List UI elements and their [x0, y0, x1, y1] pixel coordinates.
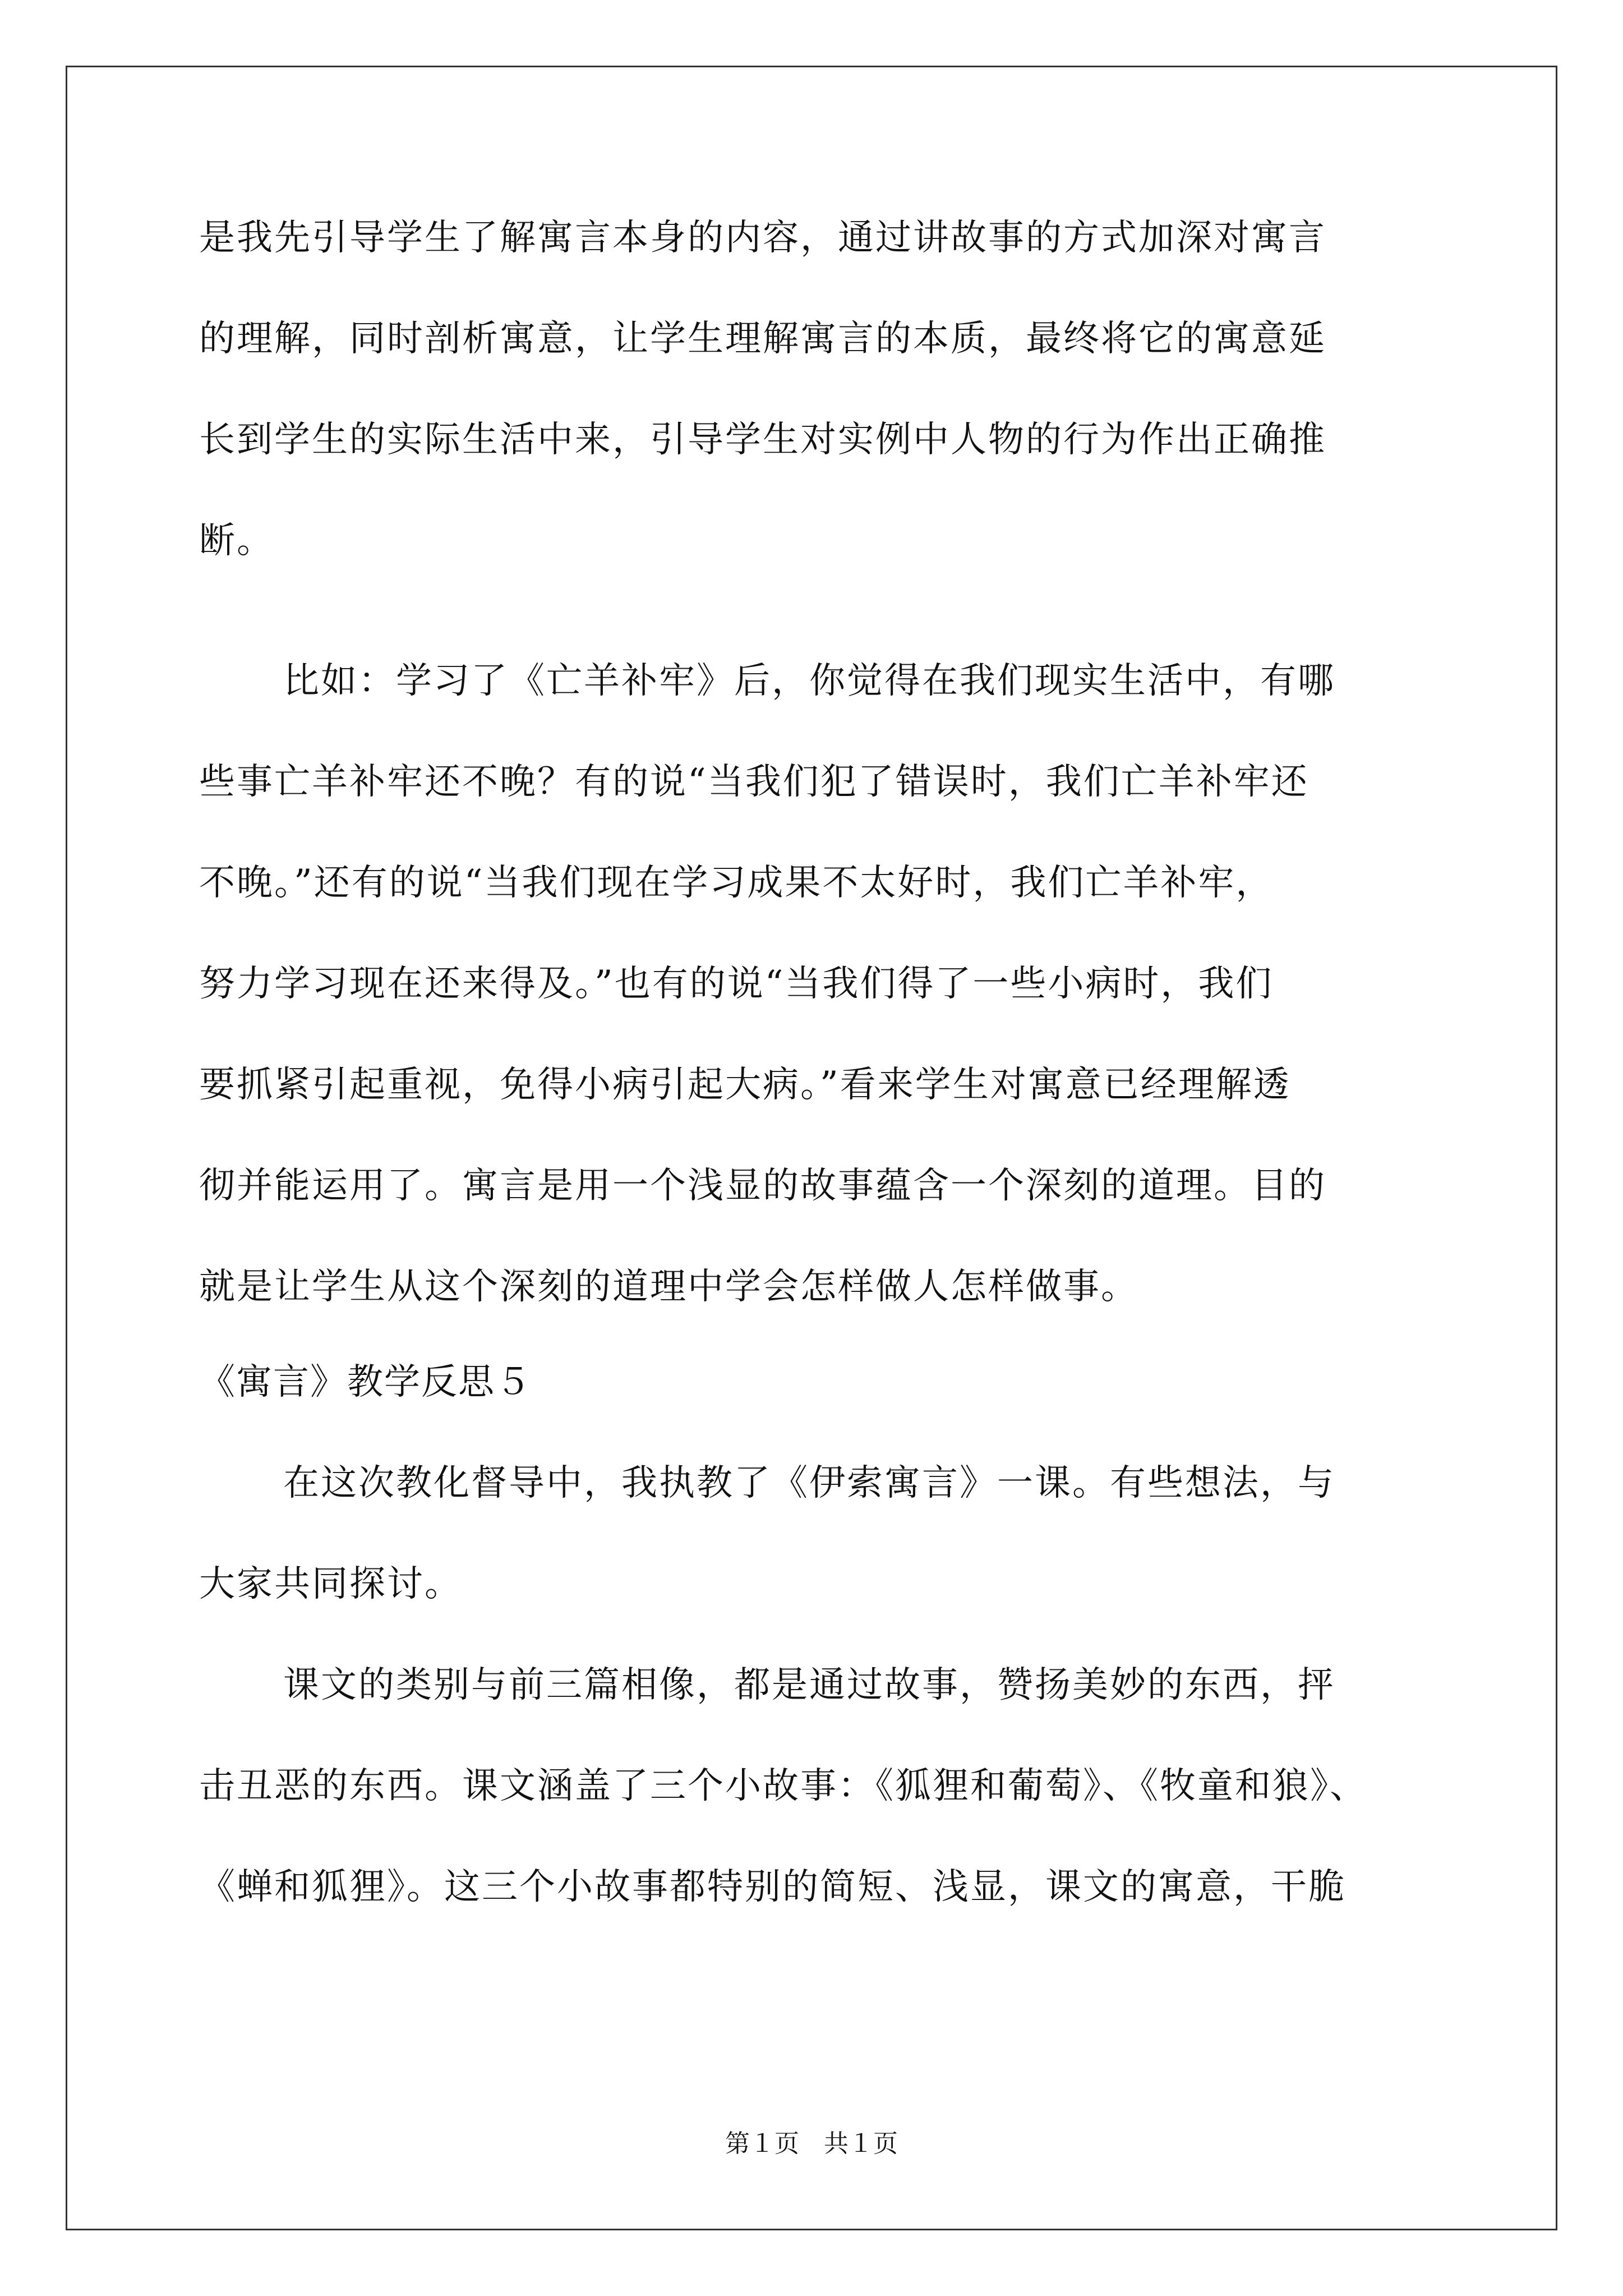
section-heading: 《寓言》教学反思５	[199, 1361, 532, 1403]
body-line-7: 不晚。”还有的说“当我们现在学习成果不太好时，我们亡羊补牢，	[199, 862, 1274, 904]
body-line-6: 些事亡羊补牢还不晚？有的说“当我们犯了错误时，我们亡羊补牢还	[199, 761, 1309, 803]
body-line-14: 课文的类别与前三篇相像，都是通过故事，赞扬美妙的东西，抨	[283, 1664, 1335, 1706]
body-line-5: 比如：学习了《亡羊补牢》后，你觉得在我们现实生活中，有哪	[283, 660, 1335, 702]
body-line-16: 《蝉和狐狸》。这三个小故事都特别的简短、浅显，课文的寓意，干脆	[199, 1866, 1346, 1908]
body-line-2: 的理解，同时剖析寓意，让学生理解寓言的本质，最终将它的寓意延	[199, 318, 1326, 360]
body-line-1: 是我先引导学生了解寓言本身的内容，通过讲故事的方式加深对寓言	[199, 217, 1326, 259]
body-line-12: 在这次教化督导中，我执教了《伊索寓言》一课。有些想法，与	[283, 1462, 1335, 1504]
body-line-8: 努力学习现在还来得及。”也有的说“当我们得了一些小病时，我们	[199, 963, 1274, 1005]
body-line-4: 断。	[199, 520, 274, 562]
body-line-9: 要抓紧引起重视，免得小病引起大病。”看来学生对寓意已经理解透	[199, 1064, 1291, 1106]
body-line-13: 大家共同探讨。	[199, 1563, 462, 1605]
body-line-10: 彻并能运用了。寓言是用一个浅显的故事蕴含一个深刻的道理。目的	[199, 1165, 1326, 1207]
body-line-3: 长到学生的实际生活中来，引导学生对实例中人物的行为作出正确推	[199, 419, 1326, 461]
body-line-11: 就是让学生从这个深刻的道理中学会怎样做人怎样做事。	[199, 1266, 1138, 1308]
page-number-footer: 第１页 共１页	[725, 2129, 898, 2158]
body-line-15: 击丑恶的东西。课文涵盖了三个小故事：《狐狸和葡萄》、《牧童和狼》、	[199, 1765, 1367, 1807]
